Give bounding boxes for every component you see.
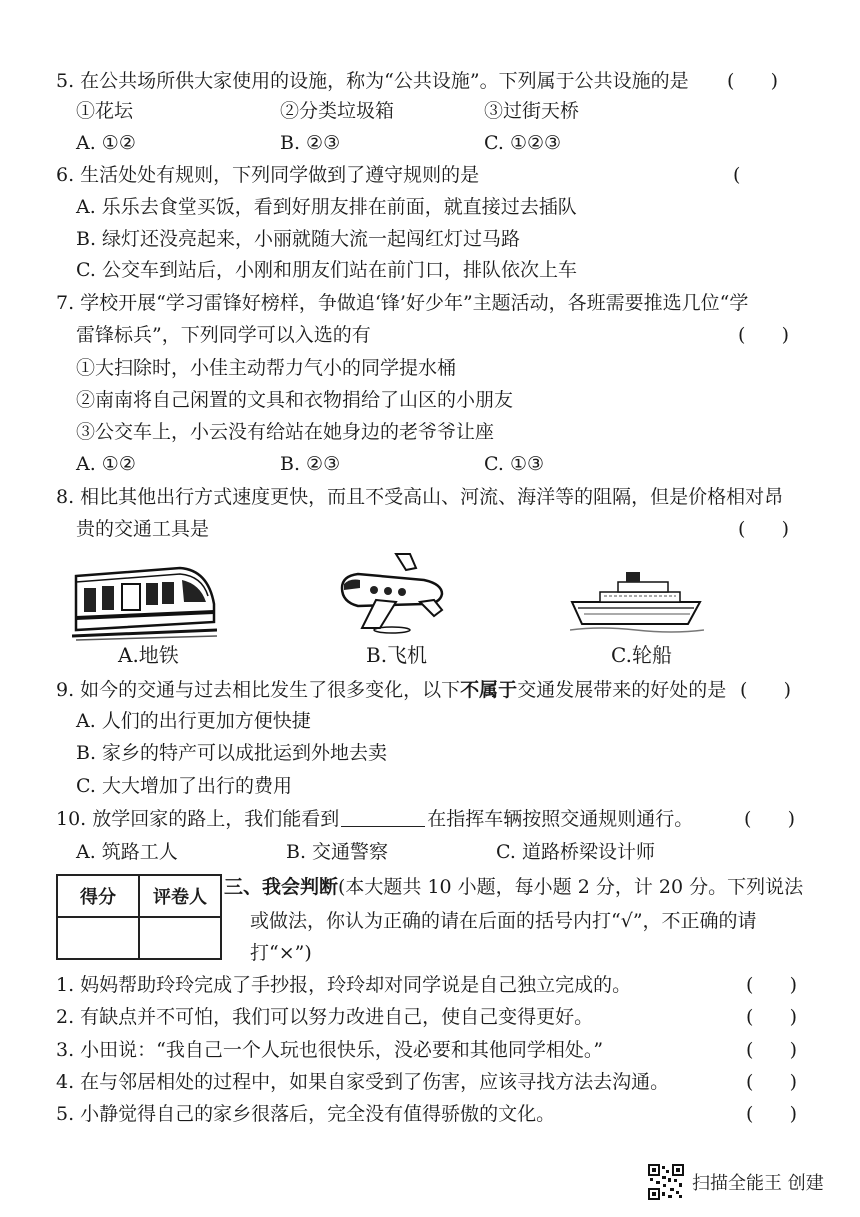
q10-stem-pre: 10. 放学回家的路上，我们能看到 <box>56 808 340 830</box>
section3-instructions-3: 打“×”) <box>250 942 312 964</box>
judge-item-3: 3. 小田说：“我自己一个人玩也很快乐，没必要和其他同学相处。” <box>56 1039 604 1061</box>
q8-stem-line1: 8. 相比其他出行方式速度更快，而且不受高山、河流、海洋等的阻隔，但是价格相对昂 <box>56 486 784 508</box>
grader-header: 评卷人 <box>139 875 221 917</box>
scanner-watermark <box>648 1164 824 1200</box>
q10-option-c: C. 道路桥梁设计师 <box>496 841 655 863</box>
judge-item-1-paren: ( ) <box>746 974 798 996</box>
q8-answer-paren: ( ) <box>738 518 790 540</box>
q8-caption-b: B.飞机 <box>366 643 428 667</box>
q6-option-c: C. 公交车到站后，小刚和朋友们站在前门口，排队依次上车 <box>76 259 577 281</box>
q8-stem-line2: 贵的交通工具是 <box>76 518 210 540</box>
q7-option-c: C. ①③ <box>484 453 545 475</box>
watermark-text: 扫描全能王 创建 <box>692 1173 824 1194</box>
subway-train-image <box>72 562 217 642</box>
q9-stem <box>56 677 726 703</box>
q10-stem <box>56 806 693 832</box>
score-header: 得分 <box>57 875 139 917</box>
judge-item-1: 1. 妈妈帮助玲玲完成了手抄报，玲玲却对同学说是自己独立完成的。 <box>56 974 632 996</box>
q10-option-b: B. 交通警察 <box>286 841 389 863</box>
judge-item-3-paren: ( ) <box>746 1039 798 1061</box>
q9-option-c: C. 大大增加了出行的费用 <box>76 775 292 797</box>
judge-item-4-paren: ( ) <box>746 1071 798 1093</box>
cropped-footer-strip <box>250 1135 620 1147</box>
q9-option-a: A. 人们的出行更加方便快捷 <box>76 710 311 732</box>
q9-stem-pre: 9. 如今的交通与过去相比发生了很多变化，以下 <box>56 679 461 701</box>
q7-item-1: ①大扫除时，小佳主动帮力气小的同学提水桶 <box>76 357 457 379</box>
q7-stem-line2: 雷锋标兵”，下列同学可以入选的有 <box>76 324 371 346</box>
q6-answer-paren: ( <box>733 164 741 186</box>
q5-option-a: A. ①② <box>76 132 136 154</box>
q7-option-a: A. ①② <box>76 453 136 475</box>
judge-item-2-paren: ( ) <box>746 1006 798 1028</box>
section3-title: 三、我会判断 <box>224 876 339 898</box>
q5-item-3: ③过街天桥 <box>484 100 580 122</box>
q9-stem-emphasis: 不属于 <box>460 679 518 701</box>
section3-heading <box>224 870 803 904</box>
q10-answer-paren: ( ) <box>744 808 796 830</box>
q6-option-a: A. 乐乐去食堂买饭，看到好朋友排在前面，就直接过去插队 <box>76 196 577 218</box>
q7-answer-paren: ( ) <box>738 324 790 346</box>
q8-caption-c: C.轮船 <box>611 643 672 667</box>
q8-caption-a: A.地铁 <box>118 643 179 667</box>
judge-item-5: 5. 小静觉得自己的家乡很落后，完全没有值得骄傲的文化。 <box>56 1103 556 1125</box>
q7-option-b: B. ②③ <box>280 453 341 475</box>
q9-answer-paren: ( ) <box>740 679 792 701</box>
section3-instructions-2: 或做法，你认为正确的请在后面的括号内打“√”，不正确的请 <box>250 910 757 932</box>
judge-item-2: 2. 有缺点并不可怕，我们可以努力改进自己，使自己变得更好。 <box>56 1006 594 1028</box>
q6-option-b: B. 绿灯还没亮起来，小丽就随大流一起闯红灯过马路 <box>76 228 521 250</box>
ship-image <box>570 568 704 634</box>
q10-option-a: A. 筑路工人 <box>76 841 178 863</box>
grader-cell <box>139 917 221 959</box>
qr-code-icon <box>648 1164 684 1200</box>
q9-option-b: B. 家乡的特产可以成批运到外地去卖 <box>76 742 388 764</box>
q10-fill-blank <box>341 806 425 827</box>
q7-item-3: ③公交车上，小云没有给站在她身边的老爷爷让座 <box>76 421 495 443</box>
q5-option-c: C. ①②③ <box>484 132 562 154</box>
q5-stem: 5. 在公共场所供大家使用的设施，称为“公共设施”。下列属于公共设施的是 <box>56 70 689 92</box>
q9-stem-post: 交通发展带来的好处的是 <box>517 679 727 701</box>
airplane-image <box>336 550 448 634</box>
q5-item-1: ①花坛 <box>76 100 134 122</box>
q7-item-2: ②南南将自己闲置的文具和衣物捐给了山区的小朋友 <box>76 389 514 411</box>
judge-item-5-paren: ( ) <box>746 1103 798 1125</box>
q5-item-2: ②分类垃圾箱 <box>280 100 395 122</box>
q6-stem: 6. 生活处处有规则，下列同学做到了遵守规则的是 <box>56 164 480 186</box>
q7-stem-line1: 7. 学校开展“学习雷锋好榜样，争做追‘锋’好少年”主题活动，各班需要推选几位“学 <box>56 292 749 314</box>
score-table <box>56 874 222 960</box>
judge-item-4: 4. 在与邻居相处的过程中，如果自家受到了伤害，应该寻找方法去沟通。 <box>56 1071 670 1093</box>
score-cell <box>57 917 139 959</box>
q5-answer-paren: ( ) <box>727 70 779 92</box>
section3-instructions-1: (本大题共 10 小题，每小题 2 分，计 20 分。下列说法 <box>338 876 804 898</box>
q5-option-b: B. ②③ <box>280 132 341 154</box>
q10-stem-post: 在指挥车辆按照交通规则通行。 <box>427 808 694 830</box>
